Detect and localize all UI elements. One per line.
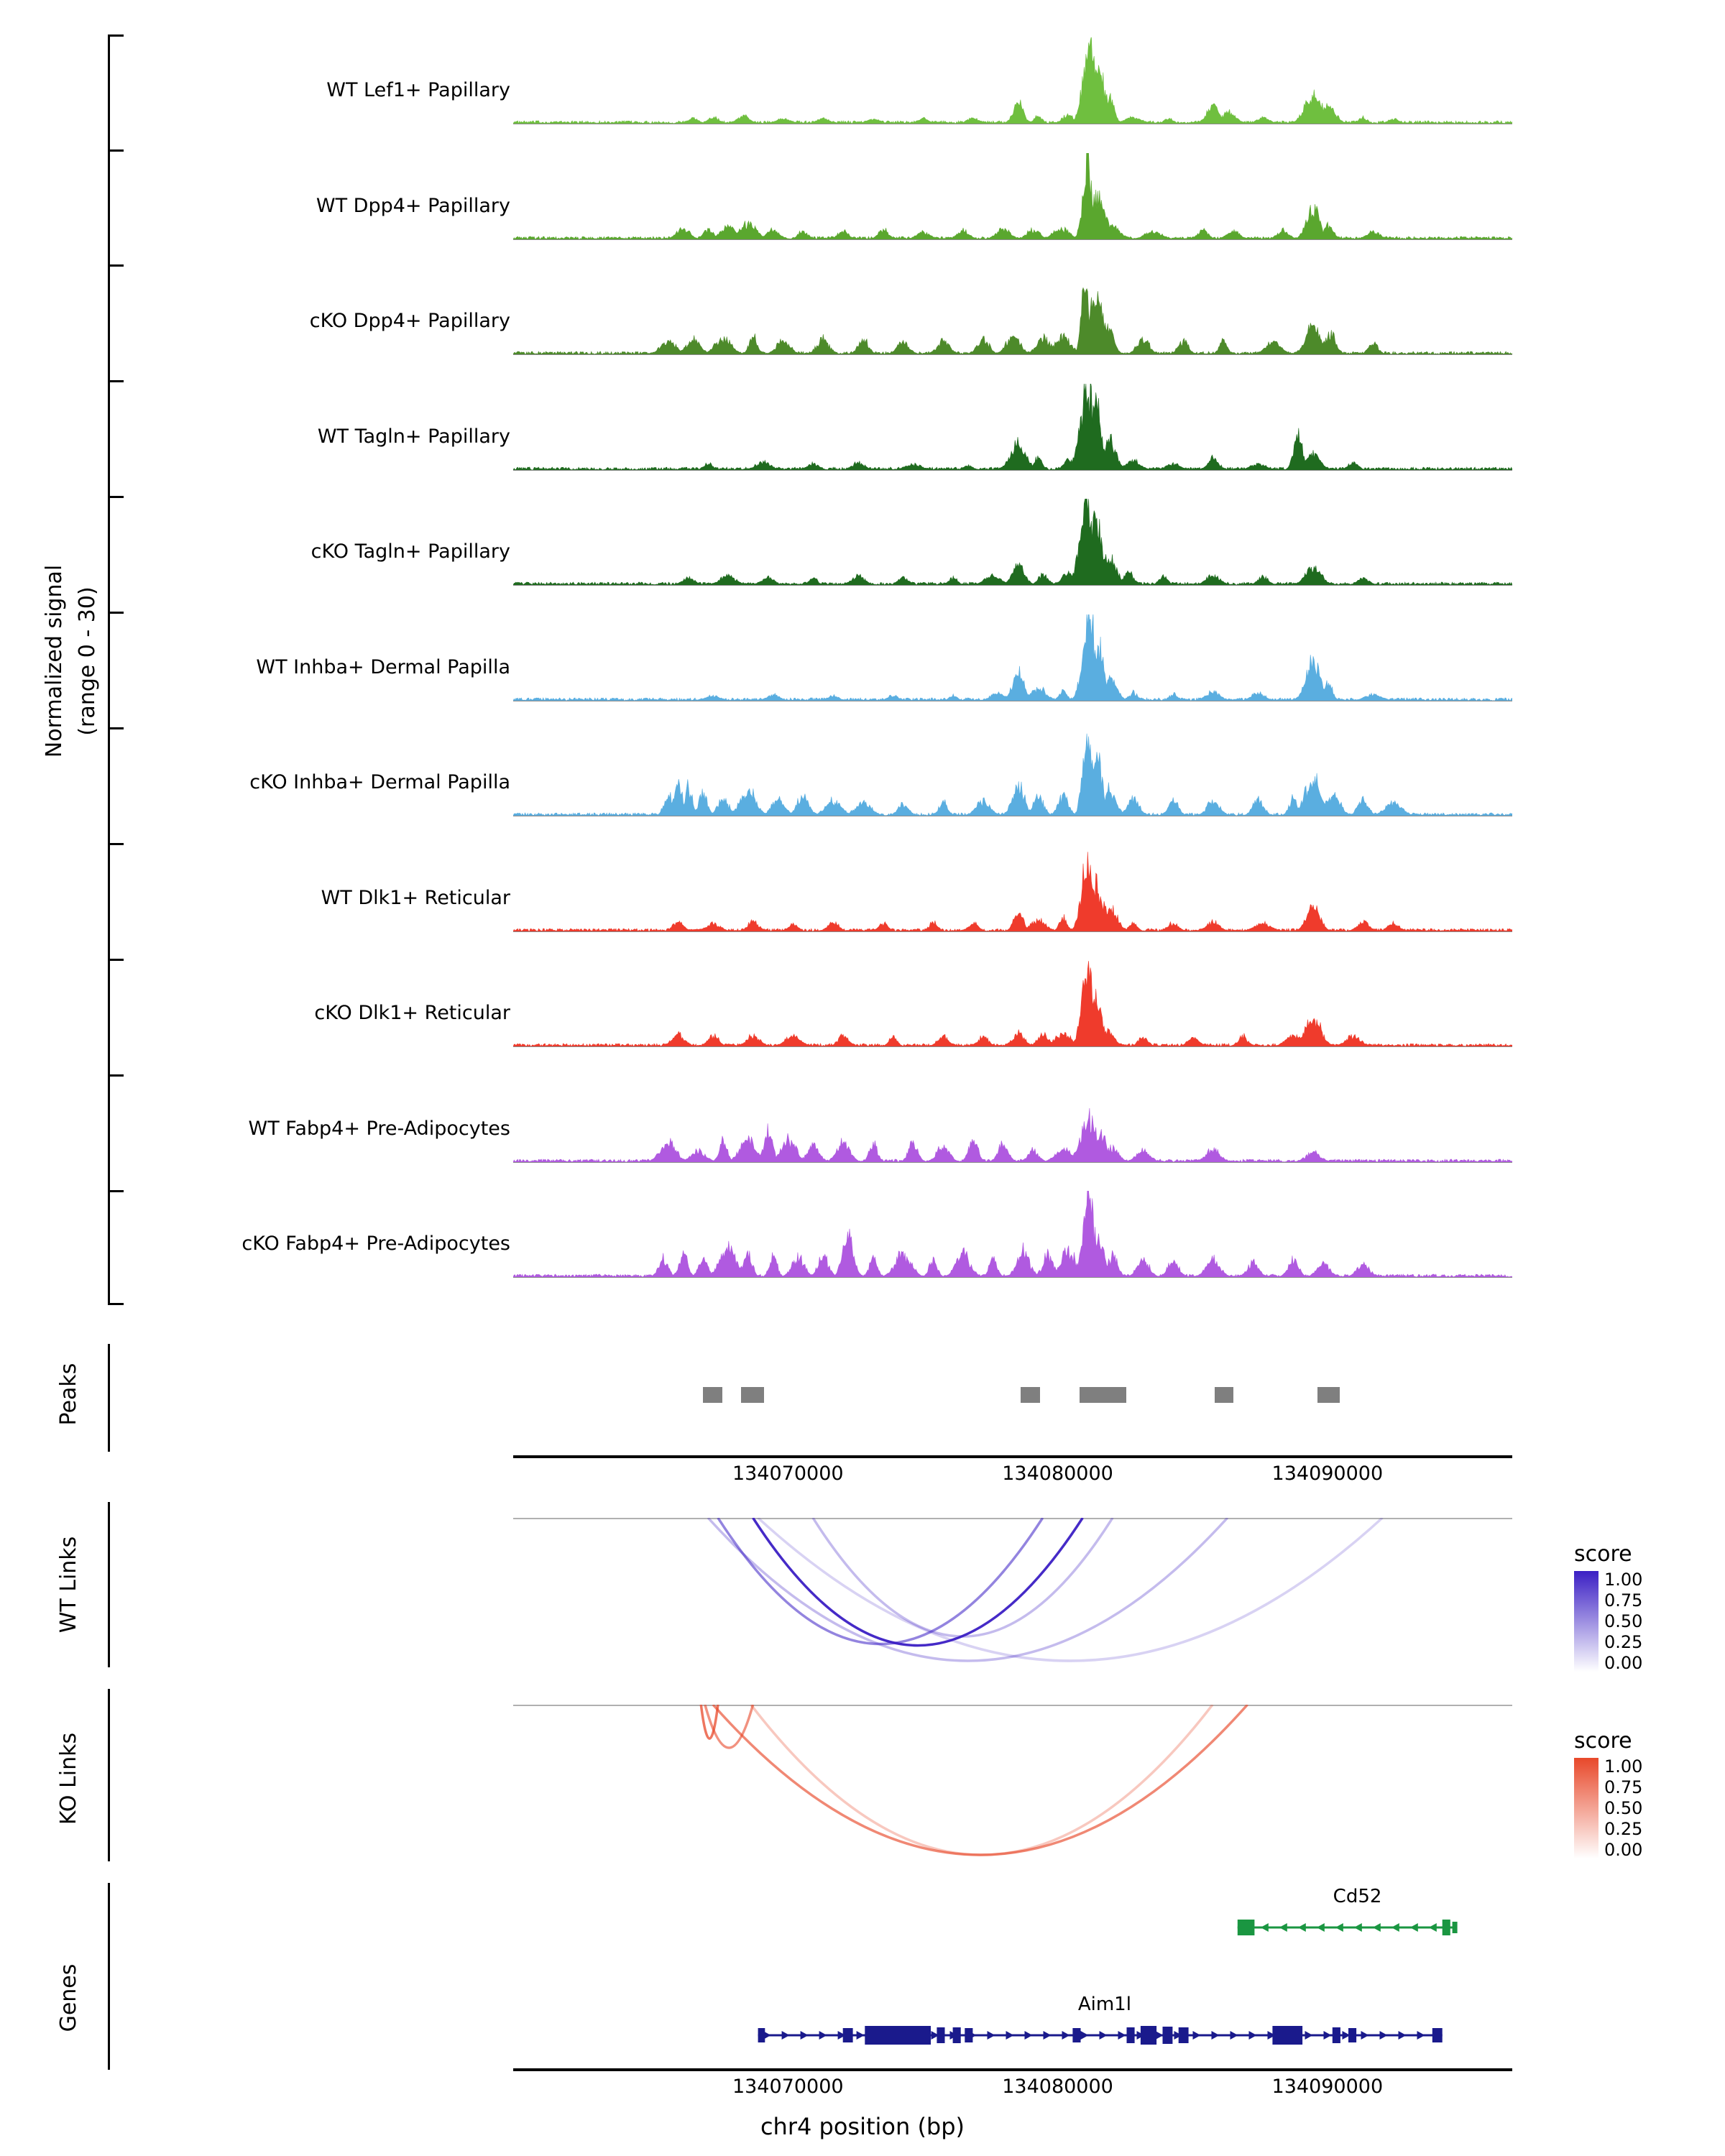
peak-marker (1080, 1387, 1126, 1403)
peak-marker (741, 1387, 764, 1403)
peaks-panel-label: Peaks (56, 1363, 81, 1426)
signal-track (0, 384, 1725, 470)
peak-marker (1215, 1387, 1233, 1403)
wt-links-legend (1574, 1542, 1642, 1672)
signal-track-baseline (513, 470, 1512, 471)
signal-track-label: WT Dpp4+ Papillary (316, 194, 510, 217)
signal-track-label: WT Lef1+ Papillary (326, 79, 510, 101)
signal-track-label: WT Fabp4+ Pre-Adipocytes (248, 1117, 510, 1140)
peaks-panel (0, 1337, 1725, 1485)
ko-links-axis-line (108, 1689, 110, 1861)
signal-track-plot (513, 384, 1512, 470)
signal-track (0, 268, 1725, 354)
genome-axis-tick-label: 134070000 (732, 2076, 844, 2098)
legend-ticklabels (1604, 1571, 1642, 1672)
wt-links-axis-line (108, 1502, 110, 1667)
legend-tick: 0.75 (1604, 1777, 1643, 1797)
signal-track (0, 499, 1725, 585)
genome-axis-tick-label: 134080000 (1002, 2076, 1113, 2098)
genome-axis-tick-label: 134080000 (1002, 1462, 1113, 1485)
legend-tick: 0.25 (1604, 1632, 1643, 1652)
peak-marker (1021, 1387, 1039, 1403)
signal-track-label: cKO Tagln+ Papillary (310, 540, 510, 563)
signal-track-baseline (513, 1162, 1512, 1163)
wt-links-panel-label: WT Links (56, 1536, 81, 1634)
signal-track-plot (513, 499, 1512, 585)
gene-label: Cd52 (1333, 1886, 1382, 1907)
legend-tick: 0.00 (1604, 1653, 1643, 1673)
signal-track-baseline (513, 931, 1512, 932)
legend-tick: 1.00 (1604, 1570, 1643, 1590)
signal-track-label: WT Inhba+ Dermal Papilla (256, 655, 510, 678)
signal-track-plot (513, 845, 1512, 931)
signal-track-label: cKO Dpp4+ Papillary (309, 310, 510, 332)
signal-track-baseline (513, 354, 1512, 355)
signal-track-baseline (513, 585, 1512, 586)
peak-marker (703, 1387, 722, 1403)
signal-track-plot (513, 1076, 1512, 1162)
peaks-axis-line (108, 1344, 110, 1452)
genes-axis-line (108, 1883, 110, 2070)
gene-model[interactable] (513, 1912, 1512, 1943)
genome-axis-top (513, 1455, 1512, 1458)
legend-title: score (1574, 1542, 1632, 1567)
signal-track-label: WT Dlk1+ Reticular (321, 886, 510, 909)
signal-track-baseline (513, 239, 1512, 240)
legend-tick: 0.50 (1604, 1611, 1643, 1631)
peaks-container (513, 1387, 1512, 1409)
signal-track-plot (513, 614, 1512, 701)
ko-links-panel (0, 1689, 1725, 1869)
genome-axis-bottom (513, 2068, 1512, 2071)
signal-track-plot (513, 1191, 1512, 1277)
signal-track-label: cKO Inhba+ Dermal Papilla (249, 771, 510, 793)
genome-axis-tick-label: 134090000 (1271, 2076, 1384, 2098)
ko-links-legend (1574, 1728, 1642, 1858)
signal-track (0, 37, 1725, 124)
y-axis-label-line1: Normalized signal (42, 564, 67, 758)
signal-track-baseline (513, 1277, 1512, 1278)
signal-track (0, 153, 1725, 239)
signal-track-plot (513, 268, 1512, 354)
genome-axis-ticklabels-bottom (513, 2076, 1512, 2104)
signal-track (0, 845, 1725, 931)
genes-panel (0, 1883, 1725, 2156)
genome-axis-tick-label: 134090000 (1271, 1462, 1384, 1485)
legend-title: score (1574, 1728, 1632, 1754)
legend-tick: 1.00 (1604, 1756, 1643, 1777)
gene-label: Aim1l (1077, 1994, 1131, 2015)
legend-colorbar (1574, 1758, 1598, 1858)
signal-track-label: WT Tagln+ Papillary (317, 425, 510, 448)
signal-track-label: cKO Fabp4+ Pre-Adipocytes (242, 1233, 510, 1255)
genome-axis-tick-label: 134070000 (732, 1462, 844, 1485)
legend-tick: 0.00 (1604, 1840, 1643, 1860)
signal-track (0, 1076, 1725, 1162)
x-axis-title: chr4 position (bp) (760, 2113, 965, 2140)
genome-axis-ticklabels-top (513, 1462, 1512, 1491)
peak-marker (1317, 1387, 1340, 1403)
signal-track-plot (513, 153, 1512, 239)
legend-tick: 0.25 (1604, 1819, 1643, 1839)
genes-panel-label: Genes (56, 1963, 81, 2032)
signal-track-plot (513, 960, 1512, 1046)
legend-ticklabels (1604, 1758, 1642, 1858)
legend-colorbar (1574, 1571, 1598, 1672)
genes-container (513, 1883, 1512, 2070)
signal-track-plot (513, 729, 1512, 816)
signal-track (0, 614, 1725, 701)
ko-links-panel-label: KO Links (56, 1732, 81, 1825)
signal-track-plot (513, 37, 1512, 124)
signal-track-baseline (513, 1046, 1512, 1047)
signal-track (0, 1191, 1725, 1277)
signal-track (0, 729, 1725, 816)
ko-links-container (513, 1705, 1512, 1859)
wt-links-container (513, 1518, 1512, 1665)
signal-track (0, 960, 1725, 1046)
signal-track-label: cKO Dlk1+ Reticular (314, 1002, 510, 1024)
y-axis-label-line2: (range 0 - 30) (75, 586, 100, 736)
gene-model[interactable] (513, 2019, 1512, 2051)
legend-tick: 0.75 (1604, 1590, 1643, 1611)
legend-tick: 0.50 (1604, 1798, 1643, 1818)
wt-links-panel (0, 1502, 1725, 1674)
